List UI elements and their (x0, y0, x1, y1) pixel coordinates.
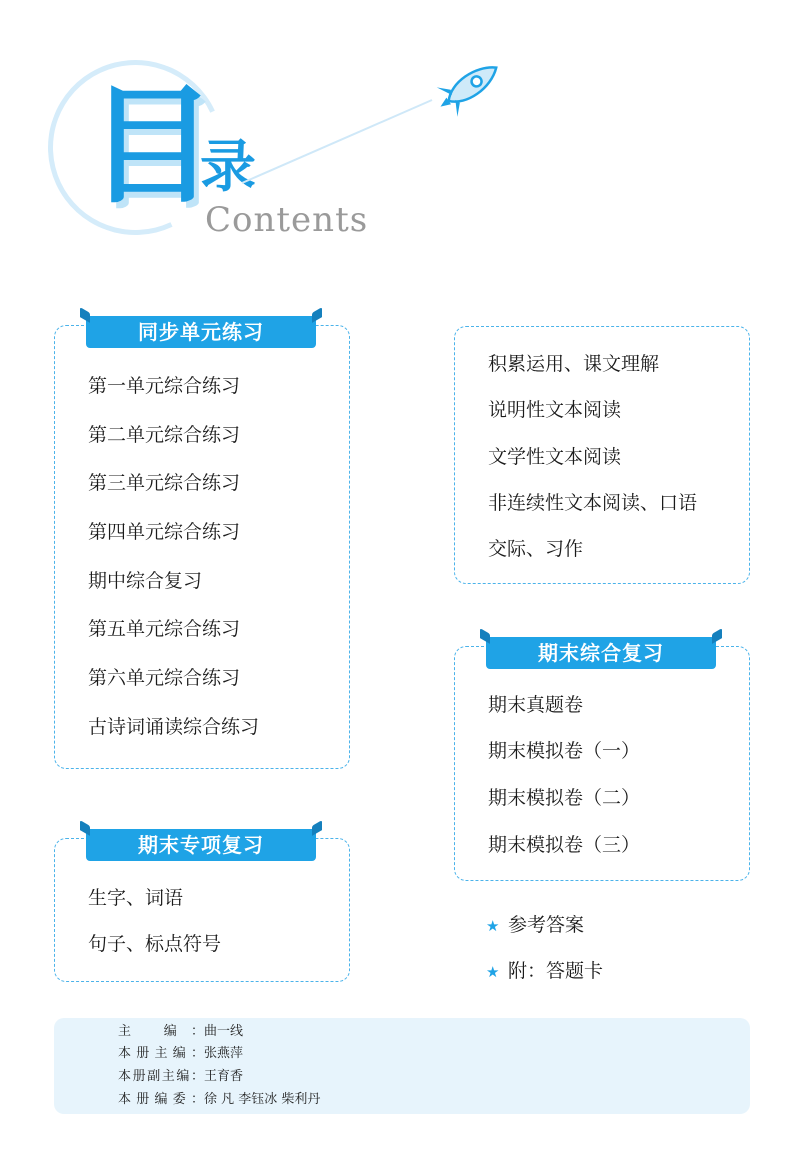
toc-item-answers[interactable]: 参考答案 (508, 914, 585, 936)
toc-item-special-2[interactable]: 句子、标点符号 (88, 933, 222, 955)
credit-row-chief-editor (118, 1023, 243, 1041)
toc-item-final-4[interactable]: 期末模拟卷（三） (488, 834, 641, 856)
title-char-mu: 目 (88, 72, 217, 221)
toc-item-sync-8[interactable]: 古诗词诵读综合练习 (88, 716, 260, 738)
title-char-lu: 录 (200, 135, 256, 200)
credit-value: 张燕萍 (204, 1046, 244, 1061)
toc-item-sync-6[interactable]: 第五单元综合练习 (88, 618, 241, 640)
contents-subtitle: Contents (205, 200, 369, 240)
rocket-icon (232, 58, 512, 188)
toc-item-sync-5[interactable]: 期中综合复习 (88, 570, 203, 592)
star-icon: ★ (486, 963, 500, 981)
credit-value: 曲一线 (204, 1024, 244, 1039)
special-section-title: 期末专项复习 (86, 829, 316, 861)
toc-item-sync-7[interactable]: 第六单元综合练习 (88, 667, 241, 689)
toc-item-sync-4[interactable]: 第四单元综合练习 (88, 521, 241, 543)
sync-section-title: 同步单元练习 (86, 316, 316, 348)
toc-item-final-3[interactable]: 期末模拟卷（二） (488, 787, 641, 809)
credit-label: 主 编： (118, 1024, 204, 1039)
credit-row-deputy-editor (118, 1068, 243, 1086)
toc-item-special-6[interactable]: 非连续性文本阅读、口语 (488, 492, 698, 514)
credit-row-editorial-board (118, 1091, 320, 1109)
toc-item-sync-3[interactable]: 第三单元综合练习 (88, 472, 241, 494)
toc-item-sync-2[interactable]: 第二单元综合练习 (88, 424, 241, 446)
credit-label: 本册副主编： (118, 1069, 204, 1084)
toc-item-final-2[interactable]: 期末模拟卷（一） (488, 740, 641, 762)
credit-label: 本册编委： (118, 1092, 204, 1107)
credit-label: 本册主编： (118, 1046, 204, 1061)
toc-item-special-1[interactable]: 生字、词语 (88, 887, 184, 909)
toc-item-sync-1[interactable]: 第一单元综合练习 (88, 375, 241, 397)
toc-item-special-7[interactable]: 交际、习作 (488, 538, 584, 560)
toc-item-answer-sheet[interactable]: 附：答题卡 (508, 960, 604, 982)
final-section-title: 期末综合复习 (486, 637, 716, 669)
credit-value: 王育香 (204, 1069, 244, 1084)
toc-item-special-5[interactable]: 文学性文本阅读 (488, 446, 622, 468)
star-icon: ★ (486, 917, 500, 935)
toc-item-special-4[interactable]: 说明性文本阅读 (488, 399, 622, 421)
toc-item-final-1[interactable]: 期末真题卷 (488, 694, 584, 716)
credit-value: 徐 凡 李钰冰 柴利丹 (204, 1092, 321, 1107)
toc-item-special-3[interactable]: 积累运用、课文理解 (488, 353, 660, 375)
credit-row-volume-editor (118, 1045, 243, 1063)
